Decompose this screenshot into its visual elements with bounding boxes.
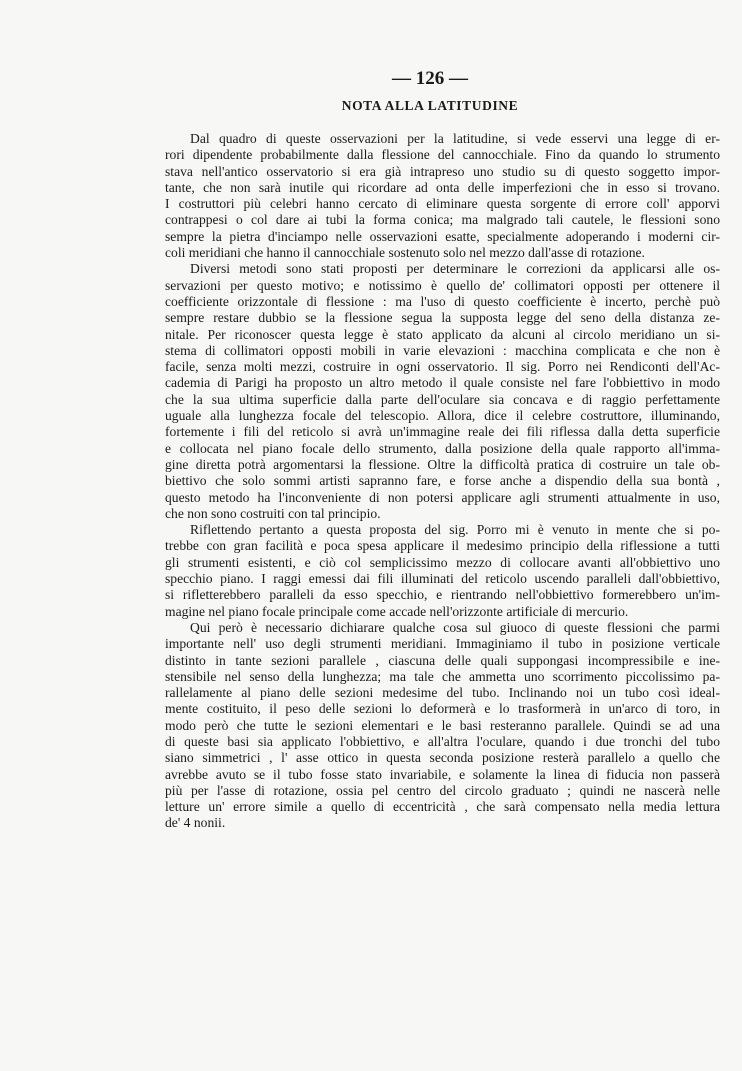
text-line: stensibile nel senso della lunghezza; ma tale che ammetta uno scorrimento piccolissimo pa- xyxy=(165,668,720,684)
text-line: magine nel piano focale principale come accade nell'orizzonte artificiale di mercurio. xyxy=(165,603,629,619)
text-line: trebbe con gran facilità e poca spesa applicare il medesimo principio della riflessione a tutti xyxy=(165,538,720,554)
text-line: modo però che tutte le sezioni elementari e le basi resteranno parallele. Quindi se ad una xyxy=(165,717,720,733)
text-line: e collocata nel piano focale dello strumento, dalla posizione della quale rapporto all'imma- xyxy=(165,440,720,456)
text-line: si rifletterebbero paralleli da esso specchio, e rientrando nell'obbiettivo formerebbero un'im- xyxy=(165,587,720,603)
text-line: coli meridiani che hanno il cannocchiale sostenuto solo nel mezzo dall'asse di rotazione. xyxy=(165,245,645,261)
text-line: avrebbe avuto se il tubo fosse stato invariabile, e solamente la linea di fiducia non passerà xyxy=(165,766,720,782)
paragraph xyxy=(165,261,720,522)
text-line: biettivo che solo sommi artisti sapranno fare, e forse anche a dispendio della sua bontà , xyxy=(165,473,720,489)
text-line: gli strumenti esistenti, e ciò col semplicissimo mezzo di collocare avanti all'obbiettivo uno xyxy=(165,554,720,570)
text-line: facile, senza molti mezzi, costruire in ogni osservatorio. Il sig. Porro nei Rendiconti dell'Ac- xyxy=(165,359,720,375)
text-line: fortemente i fili del reticolo si avrà un'immagine reale dei fili riflessa dalla detta superficie xyxy=(165,424,720,440)
text-line: letture un' errore simile a quello di eccentricità , che sarà compensato nella media lettura xyxy=(165,799,720,815)
text-line: che non sono costruiti con tal principio. xyxy=(165,505,381,521)
paragraph xyxy=(165,522,720,620)
text-line: contrappesi o col dare ai tubi la forma conica; ma malgrado tali cautele, le flessioni sono xyxy=(165,212,720,228)
text-line: rori dipendente probabilmente dalla flessione del cannocchiale. Fino da quando lo strumento xyxy=(165,147,720,163)
text-line: siano simmetrici , l' asse ottico in questa seconda posizione resterà parallelo a quello che xyxy=(165,750,720,766)
text-line: nitale. Per riconoscer questa legge è stato applicato da alcuni al circolo meridiano un si- xyxy=(165,326,720,342)
text-line: rallelamente al piano delle sezioni medesime del tubo. Inclinando noi un tubo così ideal- xyxy=(165,685,720,701)
text-line: importante nell' uso degli strumenti meridiani. Immaginiamo il tubo in posizione verticale xyxy=(165,636,720,652)
text-line: sempre la pietra d'inciampo nelle osservazioni esatte, specialmente adoperando i moderni cir- xyxy=(165,228,720,244)
text-line: distinto in tante sezioni parallele , ciascuna delle quali suppongasi incompressibile e ine- xyxy=(165,652,720,668)
text-line: cademia di Parigi ha proposto un altro metodo il quale consiste nel fare l'obbiettivo in modo xyxy=(165,375,720,391)
text-line: di queste basi sia applicato l'obbiettivo, e all'altra l'oculare, quando i due tronchi del tubo xyxy=(165,733,720,749)
text-line: servazioni per questo motivo; e notissimo è quello de' collimatori opposti per ottenere il xyxy=(165,277,720,293)
text-line: più per l'asse di rotazione, ossia pel centro del circolo graduato ; quindi ne nascerà nelle xyxy=(165,782,720,798)
text-line: mente costituito, il peso delle sezioni lo deformerà e lo trasformerà in un'arco di toro, in xyxy=(165,701,720,717)
text-line: che la sua ultima superficie dalla parte dell'oculare sia concava e di raggio perfettamente xyxy=(165,391,720,407)
text-line: de' 4 nonii. xyxy=(165,815,226,831)
text-line: sempre restare dubbio se la flessione segua la supposta legge del seno della distanza ze- xyxy=(165,310,720,326)
body-text xyxy=(165,131,720,832)
text-line: Riflettendo pertanto a questa proposta del sig. Porro mi è venuto in mente che si po- xyxy=(190,522,720,538)
text-line: specchio piano. I raggi emessi dai fili illuminati del reticolo uscendo paralleli dall'obbiettivo, xyxy=(165,571,720,587)
paragraph xyxy=(165,131,720,261)
text-line: tante, che non sarà inutile qui ricordare ad onta delle imperfezioni che in esso si trovano. xyxy=(165,179,720,195)
text-line: Qui però è necessario dichiarare qualche cosa sul giuoco di queste flessioni che parmi xyxy=(190,619,720,635)
text-line: stema di collimatori opposti mobili in varie elevazioni : macchina complicata e che non è xyxy=(165,342,720,358)
text-line: Dal quadro di queste osservazioni per la latitudine, si vede esservi una legge di er- xyxy=(190,131,720,146)
page-number: — 126 — xyxy=(392,68,468,89)
text-line: uguale alla lunghezza focale del telescopio. Allora, dice il celebre costruttore, illuminando, xyxy=(165,408,720,424)
text-line: questo metodo ha l'inconveniente di non potersi applicare agli strumenti attualmente in uso, xyxy=(165,489,720,505)
text-line: I costruttori più celebri hanno cercato di eliminare questa sorgente di errore coll' apporvi xyxy=(165,196,720,212)
text-line: gine diretta potrà argomentarsi la flessione. Oltre la difficoltà pratica di costruire un tale ob- xyxy=(165,456,720,472)
text-line: coefficiente orizzontale di flessione : ma l'uso di questo coefficiente è incerto, perchè può xyxy=(165,293,720,309)
text-line: stava nell'antico osservatorio si era già intrapreso uno studio su di questo soggetto impor- xyxy=(165,163,720,179)
section-title: NOTA ALLA LATITUDINE xyxy=(341,98,519,113)
text-line: Diversi metodi sono stati proposti per determinare le correzioni da applicarsi alle os- xyxy=(190,261,720,277)
paragraph xyxy=(165,620,720,832)
